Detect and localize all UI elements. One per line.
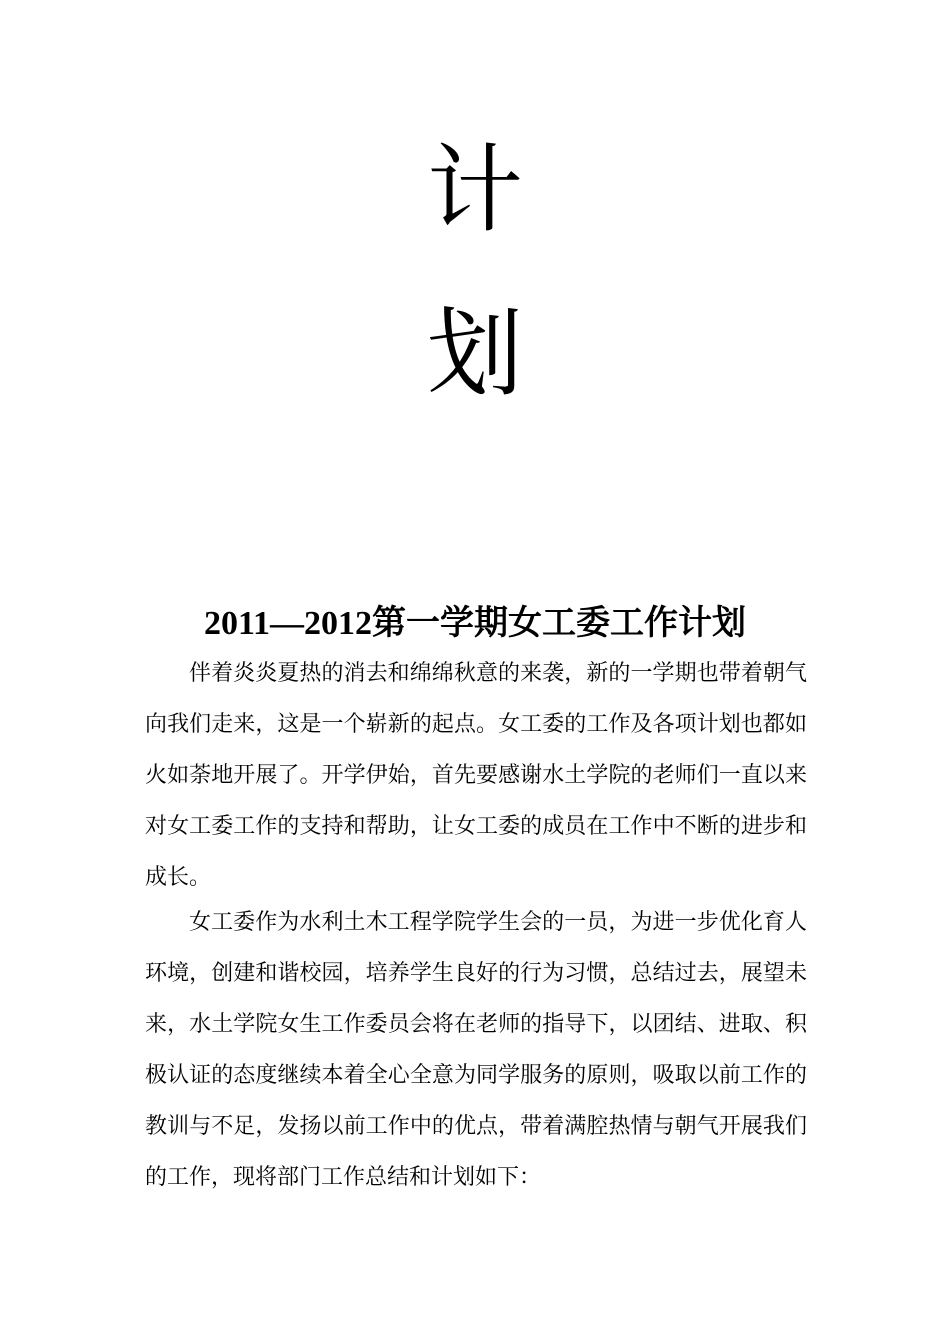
body-paragraph-1: 伴着炎炎夏热的消去和绵绵秋意的来袭，新的一学期也带着朝气向我们走来，这是一个崭新的起点。女工委的工作及各项计划也都如火如荼地开展了。开学伊始，首先要感谢水土学院的老师们一直以来对女工委工作的支持和帮助，让女工委的成员在工作中不断的进步和成长。 <box>145 661 807 890</box>
cover-title-char-2: 划 <box>427 298 523 410</box>
cover-title-char-1: 计 <box>427 134 523 246</box>
document-title: 2011—2012第一学期女工委工作计划 <box>203 605 747 642</box>
body-paragraph-2: 女工委作为水利土木工程学院学生会的一员，为进一步优化育人环境，创建和谐校园，培养学生良好的行为习惯，总结过去，展望未来，水土学院女生工作委员会将在老师的指导下，以团结、进取、积极认证的态度继续本着全心全意为同学服务的原则，吸取以前工作的教训与不足，发扬以前工作中的优点，带着满腔热情与朝气开展我们的工作，现将部门工作总结和计划如下： <box>145 910 807 1190</box>
